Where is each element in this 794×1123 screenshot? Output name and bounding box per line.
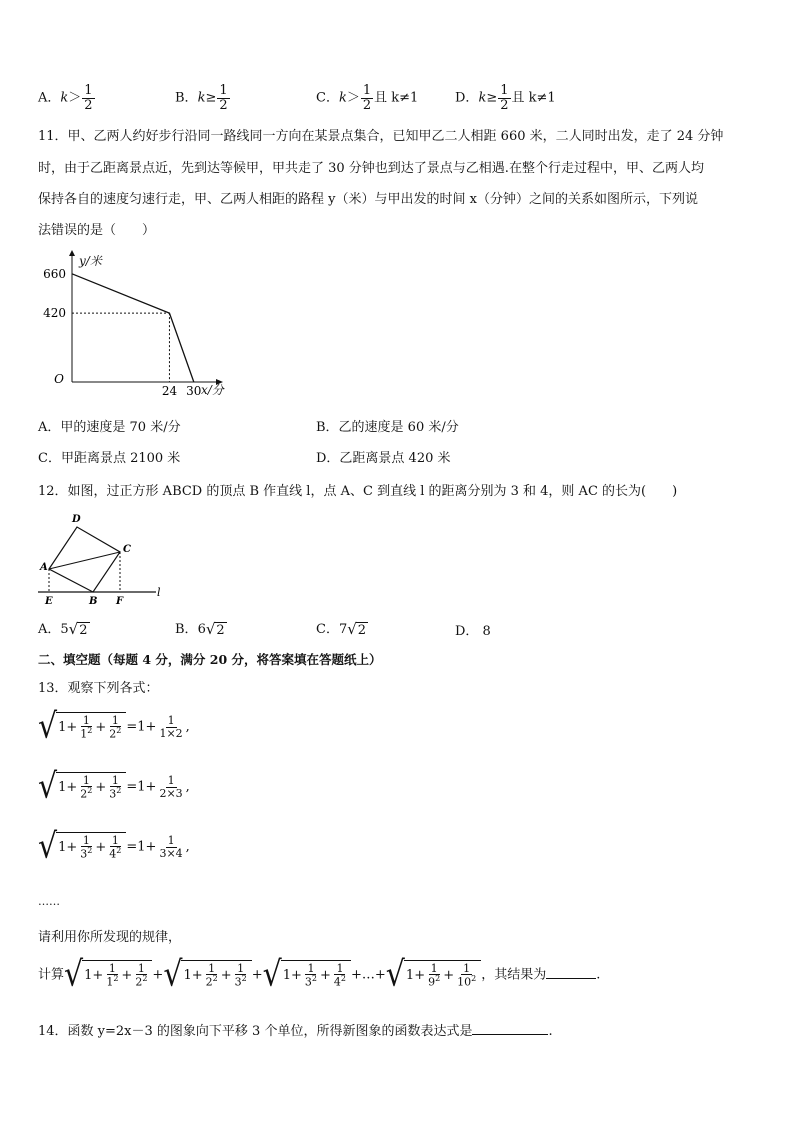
y-axis-label: y/米 bbox=[79, 254, 102, 268]
q13-intro: 13．观察下列各式： bbox=[38, 681, 159, 696]
x-axis-label: x/分 bbox=[201, 383, 224, 397]
sqrt: √ 1+ $\frac{1}{1^2}$ + $\frac{1}{2^2}$ bbox=[38, 712, 126, 742]
q13-calculation: 计算 √ 1+ $\frac{1}{1^2}$ + $\frac{1}{2^2}$ + √ 1+ $\frac{1}{2^2}$ + $\frac{1}{3^2}$ + √ 1+ $\frac{1}{3^2}$ + $\frac{1}{4^2}$ +…+ √ 1+ $\frac{1}{9^2}$ + $\frac{1}{10^2}$ ，其结果为 . bbox=[38, 954, 601, 995]
label-d: D bbox=[72, 514, 81, 525]
q11-line-2: 时，由于乙距离景点近，先到达等候甲，甲共走了 30 分钟也到达了景点与乙相遇.在整个行走过程中，甲、乙两人均 bbox=[38, 161, 704, 176]
q14-question: 14．函数 y=2x－3 的图象向下平移 3 个单位，所得新图象的函数表达式是 . bbox=[38, 1024, 553, 1039]
q12-option-a: A．5 √ 2 bbox=[38, 619, 88, 638]
q10-option-c: C．k＞ $\frac{1}{2}$ 且 k≠1 bbox=[316, 83, 419, 113]
q12-question: 12．如图，过正方形 ABCD 的顶点 B 作直线 l，点 A、C 到直线 l 的距离分别为 3 和 4，则 AC 的长为( ) bbox=[38, 484, 678, 499]
label-a: A bbox=[40, 562, 48, 573]
y-axis-arrow bbox=[69, 250, 75, 256]
q10-option-b: B．k≥ $\frac{1}{2}$ bbox=[175, 83, 228, 113]
q13-equation-3: √ 1+ $\frac{1}{3^2}$ + $\frac{1}{4^2}$ =1+ $\frac{1}{3\times 4}$ , bbox=[38, 826, 190, 867]
label-l: l bbox=[157, 586, 161, 599]
sqrt: √ 1+ $\frac{1}{2^2}$ + $\frac{1}{3^2}$ bbox=[38, 772, 126, 802]
label-e: E bbox=[45, 596, 53, 607]
y-tick-label: 420 bbox=[43, 306, 66, 321]
answer-blank[interactable] bbox=[546, 978, 596, 979]
label-c: C bbox=[123, 544, 131, 555]
q10-option-d: D．k≥ $\frac{1}{2}$ 且 k≠1 bbox=[455, 83, 556, 113]
diagonal-ac bbox=[49, 552, 120, 569]
distance-time-graph bbox=[38, 250, 238, 400]
fraction: $\frac{1}{2}$ bbox=[219, 83, 228, 113]
q11-option-d: D．乙距离景点 420 米 bbox=[316, 451, 451, 466]
sqrt: √ 2 bbox=[205, 619, 225, 638]
x-tick-label: 24 bbox=[161, 384, 178, 398]
q13-equation-2: √ 1+ $\frac{1}{2^2}$ + $\frac{1}{3^2}$ =1+ $\frac{1}{2\times 3}$ , bbox=[38, 766, 190, 807]
label-f: F bbox=[116, 596, 124, 607]
q12-option-c: C．7 √ 2 bbox=[316, 619, 367, 638]
q11-option-a: A．甲的速度是 70 米/分 bbox=[38, 420, 181, 435]
fraction: $\frac{1}{2}$ bbox=[84, 83, 93, 113]
q11-option-b: B．乙的速度是 60 米/分 bbox=[316, 420, 459, 435]
answer-blank[interactable] bbox=[472, 1034, 548, 1035]
origin-label: O bbox=[54, 372, 64, 386]
label-b: B bbox=[89, 596, 98, 607]
sqrt: √ 2 bbox=[347, 619, 367, 638]
fraction: $\frac{1}{2}$ bbox=[362, 83, 372, 113]
sqrt: √ 2 bbox=[68, 619, 88, 638]
square-figure bbox=[38, 508, 168, 608]
q11-line-4: 法错误的是（ ） bbox=[38, 223, 156, 238]
q13-prompt: 请利用你所发现的规律， bbox=[38, 930, 182, 945]
q11-line-1: 11．甲、乙两人约好步行沿同一路线同一方向在某景点集合，已知甲乙二人相距 660 米，二人同时出发，走了 24 分钟 bbox=[38, 129, 724, 144]
q10-option-a: A．k＞ $\frac{1}{2}$ bbox=[38, 83, 93, 113]
q12-option-b: B．6 √ 2 bbox=[175, 619, 225, 638]
fraction: $\frac{1}{2}$ bbox=[500, 83, 509, 113]
sqrt: √ 1+ $\frac{1}{3^2}$ + $\frac{1}{4^2}$ bbox=[38, 832, 126, 862]
section-title: 二、填空题（每题 4 分，满分 20 分，将答案填在答题纸上） bbox=[38, 652, 382, 667]
square-abcd bbox=[49, 527, 120, 592]
x-tick-label: 30 bbox=[186, 384, 202, 398]
y-tick-label: 660 bbox=[43, 266, 66, 281]
q11-option-c: C．甲距离景点 2100 米 bbox=[38, 451, 181, 466]
q11-line-3: 保持各自的速度匀速行走，甲、乙两人相距的路程 y（米）与甲出发的时间 x（分钟）之间的关系如图所示，下列说 bbox=[38, 192, 698, 207]
q12-option-d: D． 8 bbox=[455, 624, 491, 639]
series-line bbox=[72, 274, 194, 382]
q13-equation-1: √ 1+ $\frac{1}{1^2}$ + $\frac{1}{2^2}$ =1+ $\frac{1}{1\times 2}$ , bbox=[38, 706, 190, 747]
ellipsis: …… bbox=[38, 895, 60, 908]
